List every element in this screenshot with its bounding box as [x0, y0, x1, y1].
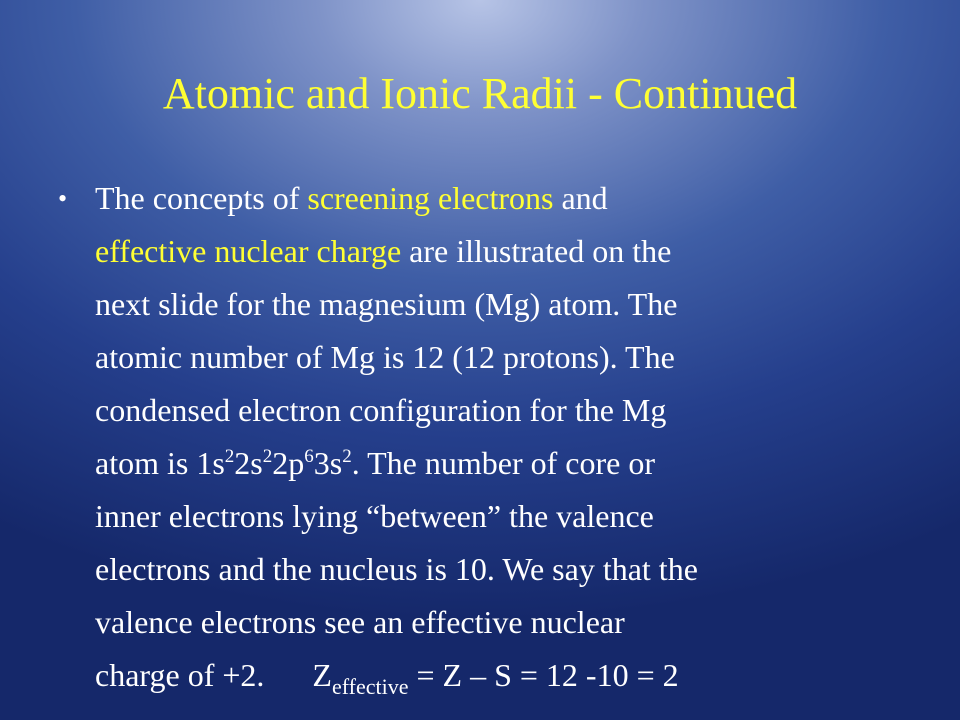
- text-segment: and: [553, 180, 608, 216]
- superscript: 2: [342, 446, 352, 467]
- highlight-screening-electrons: screening electrons: [307, 180, 554, 216]
- text-line-7: inner electrons lying “between” the valence: [95, 498, 654, 534]
- superscript: 2: [224, 446, 235, 467]
- bullet-marker: •: [58, 184, 68, 213]
- superscript: 6: [304, 446, 314, 467]
- text-line-9: valence electrons see an effective nuclear: [95, 604, 625, 640]
- bullet-item: [58, 172, 918, 702]
- text-line-5: condensed electron configuration for the Mg: [95, 392, 667, 428]
- text-line-1: [95, 172, 918, 225]
- text-line-6: [95, 437, 918, 490]
- bullet-text: [95, 172, 918, 702]
- text-segment: atom is 1s: [95, 445, 225, 481]
- text-line-2: [95, 225, 918, 278]
- text-segment: 2p: [272, 445, 305, 481]
- text-segment: charge of +2. Z: [95, 657, 332, 693]
- highlight-effective-nuclear-charge: effective nuclear charge: [95, 233, 402, 269]
- subscript: effective: [331, 674, 409, 699]
- text-line-8: electrons and the nucleus is 10. We say that the: [95, 551, 698, 587]
- slide-title: Atomic and Ionic Radii - Continued: [162, 69, 798, 118]
- text-segment: = Z – S = 12 -10 = 2: [408, 657, 679, 693]
- superscript: 2: [262, 446, 273, 467]
- text-segment: . The number of core or: [351, 445, 655, 481]
- text-segment: 2s: [234, 445, 263, 481]
- text-segment: 3s: [313, 445, 343, 481]
- text-segment: are illustrated on the: [401, 233, 672, 269]
- text-segment: The concepts of: [95, 180, 308, 216]
- text-line-10: [95, 649, 918, 702]
- text-line-4: atomic number of Mg is 12 (12 protons). The: [95, 339, 675, 375]
- text-line-3: next slide for the magnesium (Mg) atom. The: [95, 286, 678, 322]
